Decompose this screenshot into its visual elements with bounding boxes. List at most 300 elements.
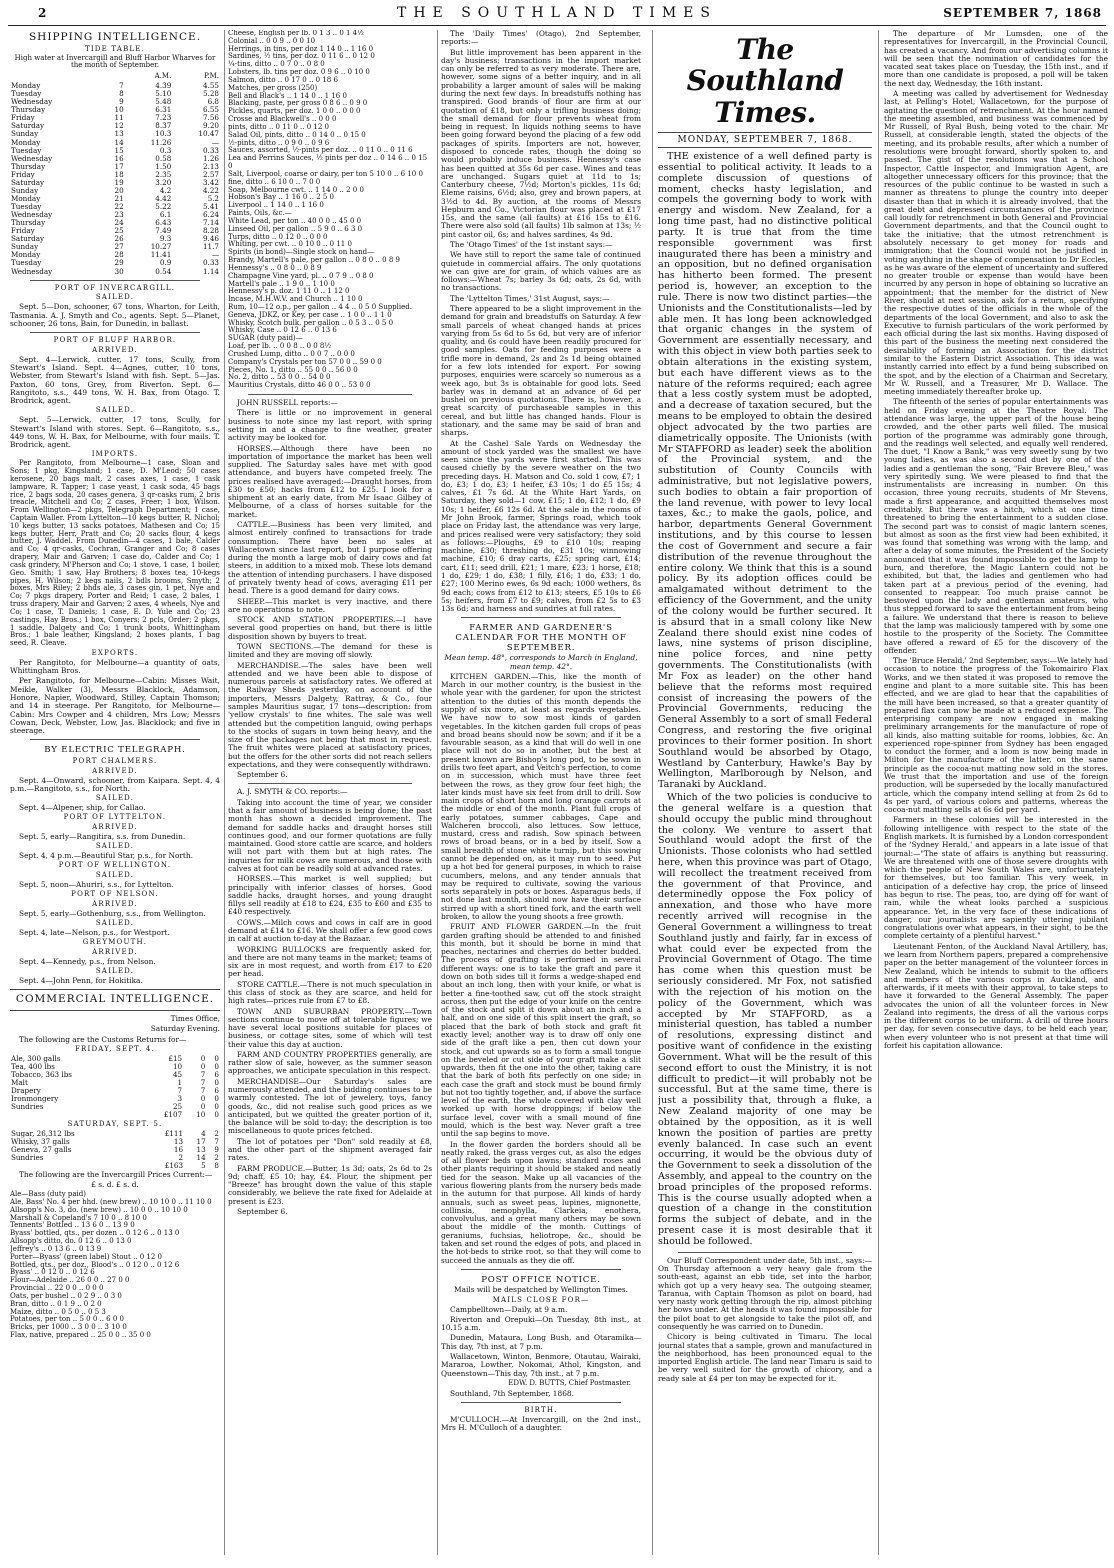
tide-row-cell: 6.43: [155, 218, 172, 228]
tide-row-cell: Friday: [11, 169, 35, 179]
price-line: Byass' .. 0 12 0 .. 0 12 6: [10, 1268, 95, 1277]
customs-row-cell: Drapery: [11, 1086, 41, 1096]
price-line: Oats, per bushel .. 0 2 9 .. 0 3 0: [10, 1291, 122, 1300]
tide-row-cell: 9.3: [159, 234, 172, 244]
customs-row-cell: Geneva, 27 galls: [11, 1145, 72, 1155]
saturday-heading: SATURDAY, SEPT. 5.: [67, 1120, 163, 1129]
farmer-calendar-heading: FARMER AND GARDENER'S CALENDAR FOR THE MONTH OF SEPTEMBER.: [455, 623, 627, 653]
tide-row-cell: 2.35: [155, 169, 172, 179]
price-line: Allsopp's ditto, do. 0 12 6 .. 0 13 0: [10, 1237, 132, 1246]
report-paragraph: MERCHANDISE.—The sales have been well attended and we have been able to dispose of numerous parcels at satisfactory rates. We offered at the Railway Sheds yesterday, on account of the importers, Messrs Dalgety, Rattray, & Co., four samples Mauritius sugar, 17 tons—description: from 'yellow crystals' to fine whites. The sale was well attended but the competition languid, owing perhaps to the stocks of sugars in town being heavy, and the size of the packages not being that most in request. The fruit whites were placed at satisfactory prices, but the offers for the other sorts did not reach sellers expectations, and they were consequently withdrawn.: [228, 660, 432, 769]
column-otago-calendar: [441, 30, 641, 1560]
tide-row-cell: 7: [119, 81, 124, 91]
customs-row-cell: 7: [200, 1086, 206, 1096]
price-line: Tennents' Bottled .. 13 6 0 .. 13 9 0: [10, 1221, 135, 1230]
price-line: Flax, native, prepared .. 25 0 0 .. 35 0 0: [10, 1330, 151, 1339]
price-line: Hennessy's .. 0 8 0 .. 0 8 9: [228, 263, 322, 272]
customs-row-cell: 9: [214, 1145, 219, 1155]
tide-row-cell: —: [211, 137, 219, 147]
tide-row-cell: Friday: [11, 226, 35, 236]
evening-line: Saturday Evening.: [150, 1024, 220, 1034]
customs-row-cell: 4: [201, 1129, 206, 1139]
customs-row-cell: 0: [200, 1053, 206, 1063]
tide-row-cell: 0.3: [159, 145, 172, 155]
tide-row-cell: 10: [114, 105, 124, 115]
price-line: Cheese, English per lb. 0 1 3 .. 0 1 4½: [228, 30, 364, 37]
tide-row-cell: 5.10: [155, 89, 172, 99]
port-movement: Sept. 4—Onward, schooner, from Kaipara. Sept. 4, 4 p.m.—Rangitoto, s.s., for North.: [10, 775, 220, 793]
tide-row-cell: 8.37: [155, 121, 172, 131]
tide-row-cell: 22: [114, 202, 124, 211]
tide-row-cell: 7.49: [155, 226, 172, 236]
customs-intro: The following are the Customs Returns for—: [19, 1034, 187, 1044]
port-status-label: ARRIVED.: [92, 823, 138, 832]
customs-saturday-table: [10, 1130, 220, 1170]
tide-row-cell: 9.46: [202, 234, 219, 244]
customs-row-cell: Tobacco, 363 lbs: [11, 1070, 72, 1079]
port-status-label: SAILED.: [95, 794, 135, 803]
price-line: Hobson's Bay .. 1 16 0 .. 2 5 0: [228, 193, 335, 202]
port-movement: Sept. 4, late—Nelson, p.s., for Westport.: [19, 928, 170, 938]
price-line: Marshall & Copeland's 7 10 0 .. 8 10 0: [10, 1213, 147, 1222]
tide-row-cell: 24: [114, 218, 124, 228]
customs-row-cell: 3: [177, 1094, 183, 1104]
price-line: Salt, Liverpool, coarse or dairy, per ton 5 10 0 .. 6 10 0: [228, 169, 423, 178]
price-line: Pickles, quarts, per doz. 1 0 0 .. 0 0 0: [228, 107, 361, 116]
tide-row-cell: 27: [114, 242, 124, 252]
masthead: The Southland Times.: [686, 33, 844, 129]
tide-row-cell: Friday: [11, 113, 35, 123]
otago-reports: [441, 49, 641, 614]
price-line: Crosse and Blackwell's .. 0 0 0: [228, 115, 337, 124]
customs-row-cell: 7: [200, 1070, 206, 1079]
post-office-text: Mails will be despatched by Wellington Times.: [454, 1285, 628, 1295]
price-line: Whisky, Scotch bulk, per gallon .. 0 5 3 .. 0 5 0: [228, 318, 394, 327]
port-movement: Sept. 5, early—Gothenburg, s.s., from Wellington.: [19, 909, 206, 919]
price-line: Lea and Perrins Sauces, ½ pints per doz .. 0 14 6 .. 0 15 0: [228, 154, 428, 171]
port-movement: Sept. 5, noon—Ahuriri, s.s., for Lyttelton.: [19, 880, 174, 890]
price-line: Bricks, per 1000 .. 3 0 0 .. 3 10 0: [10, 1323, 127, 1332]
market-paragraph: We have still to report the same tale of continued quietude in commercial affairs. The only quotations we can give are for grain, of which values are as follows:—Wheat 7s; barley 3s 6d; oats, 2s 6d, with no transactions.: [441, 250, 641, 293]
tide-row-cell: Wednesday: [11, 97, 53, 107]
customs-row-cell: Ironmongery: [11, 1094, 59, 1104]
post-office-mails: [441, 1306, 641, 1378]
tide-row-cell: 1.26: [202, 153, 219, 163]
tide-row-cell: Wednesday: [11, 153, 53, 163]
customs-total-cell: 8: [214, 1161, 219, 1171]
port-name: GREYMOUTH.: [82, 938, 148, 947]
customs-row-cell: Whisky, 37 galls: [11, 1137, 70, 1147]
customs-row-cell: £111: [164, 1129, 184, 1139]
price-line: No. 2, ditto .. 53 0 0 .. 54 0 0: [228, 373, 331, 382]
price-line: Martell's pale .. 1 9 0 .. 1 10 0: [228, 279, 335, 288]
tide-heading: TIDE TABLE.: [84, 44, 146, 53]
mails-close-label: MAILS CLOSE FOR—: [492, 1295, 590, 1304]
port-status-label: SAILED.: [95, 842, 135, 851]
page-header: [8, 5, 1106, 26]
bluff-correspondent: Our Bluff Correspondent under date, 5th inst., says:—On Thursday afternoon a very heavy gale from the south-east, against an ebb tide, set into the harbor, which got up a very heavy sea. The outgoing steamer, Taranua, with Captain Thomson as pilot on board, had very nasty work getting through the rip, almost pitching her bows under. At the heads it was found impossible for the pilot boat to get alongside to take the pilot off, and consequently he was carried on to Dunedin.: [658, 1255, 872, 1332]
price-line: Liverpool .. 1 14 0 .. 1 16 0: [228, 201, 324, 210]
tide-row-cell: 25: [114, 226, 124, 236]
port-name: PORT OF LYTTELTON.: [63, 813, 167, 822]
tide-row-cell: Monday: [11, 250, 41, 260]
tide-row-cell: 11: [114, 113, 124, 123]
report-paragraph: TOWN AND SUBURBAN PROPERTY.—Town sections continue to move off at tolerable figures; we have several local positions suitable for places of business, or cottage sites, some of which will test their value this day at auction.: [228, 1006, 432, 1049]
port-status-label: SAILED.: [95, 871, 135, 880]
port-movement: Sept. 4—Alpener, ship, for Callao.: [19, 803, 146, 813]
column-rule: [652, 30, 653, 1555]
price-line: Spirits (in bond)—Single stock on hand—: [228, 248, 375, 257]
market-paragraph: There appeared to be a slight improvement in the demand for grain and breadstuffs on Saturday. A few small parcels of wheat changed hands at prices varying from 5s 6d to 5s 6d, but very are of inferior quality, and 6s could have been readily procured for good samples. Oats for feeding purposes were a trifle more in demand, 2s and 2s 1d being obtained for a few lots intended for export. For sowing purposes, enquiries were scarcely so numerous as a week ago, but 3s is obtainable for good lots. Seed barley was in demand at an advance of 6d per bushel on previous quotations. There is, however, a great scarcity of purchaseable samples in this cereal, and but little has changed hands. Flour is stationary, and the same may be said of bran and sharps.: [441, 304, 641, 438]
port-status-label: ARRIVED.: [92, 900, 138, 909]
price-line: Soap, Melbourne cwt. .. 1 14 0 .. 2 0 0: [228, 185, 364, 194]
customs-row-cell: £15: [168, 1053, 183, 1063]
report-paragraph: September 6.: [237, 770, 288, 780]
price-line: Brandy, Martell's pale, per gallon .. 0 8 0 .. 0 8 9: [228, 256, 400, 265]
tide-row-cell: Thursday: [11, 105, 46, 115]
shipping-heading: SHIPPING INTELLIGENCE.: [28, 31, 202, 43]
mail-line: Wallacetown, Winton, Benmore, Otautau, Wairaki, Mararoa, Lowther, Nokomai, Athol, Kingston, and Queenstown—This day, 7th inst., at 7 p.m.: [441, 1351, 641, 1378]
birth-notice: M'CULLOCH.—At Invercargill, on the 2nd inst., Mrs H. M'Culloch of a daughter.: [441, 1414, 641, 1433]
customs-row-cell: 0: [200, 1102, 206, 1112]
port-status-label: SAILED.: [95, 919, 135, 928]
price-line: Linseed Oil, per gallon .. 5 9 0 .. 6 3 0: [228, 224, 363, 233]
market-paragraph: But little improvement has been apparent in the day's business; transactions in the import market can only be referred to as very moderate. There are, however, some signs of a better inquiry, and in all probability a larger amount of sales will be making during the next few days. In breadstuffs nothing has transpired. Good brands of flour are firm at our quotation of £18, but only a trifling business doing; the small demand for flour prevents wheat from being in request. In liquids nothing seems to have been going forward beyond the placing of a few odd packages of spirits. Importers are not, however, disposed to concede rates, though the doing so would probably induce business. Hennessy's case has been quitted at 35s 6d per case. Wines and teas are unchanged. Sugars quiet at 11d to 1s; Canterbury cheese, 7½d; Morton's pickles, 11s 6d; Eleme raisins, 6½d; also, grey and brown papers, at 3½d to 4d. By auction, at the rooms of Messrs Hepburn and Co., Victorian flour was placed at £17 15s, and the same (all faults) at £16 15s to £16. There were also sold (all faults) 1lb salmon at 13s; ½ pint castor oil, 6s; and halves sardines, 4s 9d.: [441, 47, 641, 239]
customs-row-cell: 16: [173, 1145, 184, 1155]
exports-text: Per Rangitoto, for Melbourne—a quantity of oats, Whittingham Bros.: [10, 657, 220, 676]
report-paragraph: CATTLE.—Business has been very limited, and almost entirely confined to transactions for trade consumption. There have been no sales at Wallacetown since last report, but I purpose offering during the month a large mob of dairy cows and fat steers, in addition to a mixed mob. These lots demand the attention of intending purchasers. I have disposed of privately twenty head of cows, averaging £11 per head. There is a good demand for dairy cows.: [228, 520, 432, 596]
price-line: pints, ditto .. 0 11 0 .. 0 12 0: [228, 122, 329, 131]
passengers-text: Per Rangitoto, for Melbourne—Cabin: Misses Wait, Meikle, Walker (3), Messrs Blacklock, Adamson, Honore, Napier, Woodward, Stilley, Captain Thomson; and 14 in steerage. Per Rangitoto, for Melbourne—Cabin: Mrs Cowper and 4 children, Mrs Low; Messrs Cowan, Deck, Webster, Low, Jas. Blacklock; and five in steerage.: [10, 676, 220, 736]
port-movement: Sept. 4, 4 p.m.—Beautiful Star, p.s., for North.: [19, 851, 194, 861]
customs-row-cell: 0: [214, 1078, 219, 1088]
port-name: PORT CHALMERS.: [72, 757, 158, 766]
sailed-label: SAILED.: [95, 406, 135, 415]
news-paragraph: Lieutenant Fenton, of the Auckland Naval Artillery, has, we learn from Northern papers, prepared a comprehensive paper on the better management of the volunteer forces in New Zealand, which he intends to submit to the officers and members of the various corps in Auckland, and afterwards, if it meets with their approval, to take steps to have it forwarded to the General Assembly. The paper advocates the union of all the volunteer forces in New Zealand into regiments, the dress of all the various corps in the different corps to be uniform. A drill of three hours per day, for seven consecutive days, to be held each year, when every volunteer who is not present at that time will forfeit his capitation allowance.: [884, 941, 1108, 1051]
tide-row-cell: 5.2: [207, 193, 219, 203]
customs-row-cell: 0: [200, 1061, 206, 1071]
tide-row-cell: 5.48: [155, 97, 172, 107]
issue-date: SEPTEMBER 7, 1868: [943, 6, 1102, 20]
tide-row-cell: 30: [114, 266, 124, 276]
column-local-news: [884, 30, 1108, 1560]
tide-row-cell: 11.7: [202, 242, 219, 252]
customs-row-cell: Sundries: [11, 1153, 44, 1163]
column-rule: [224, 30, 225, 1555]
port-name: PORT OF NELSON.: [71, 890, 159, 899]
report-paragraph: WORKING BULLOCKS are frequently asked for, and there are not many teams in the market; teams of six are in most request, and worth from £17 to £20 per head.: [228, 944, 432, 979]
report-paragraph: FARM PRODUCE.—Butter, 1s 3d; oats, 2s 6d to 2s 9d; chaff, £5 10; hay, £4. Flour, the shipment per "Breeze" has brought down the value of this staple considerably, we believe the rate fixed for Adelaide at present is £23.: [228, 1163, 432, 1206]
report-paragraph: Taking into account the time of year, we consider that a fair amount of business is being done; the past month has shown a decided improvement. The demand for saddle hacks and draught horses still continues good, and our former quotations are fully maintained. Good store cattle are scarce, and holders will not part with them but at high rates. The inquiries for milk cows are numerous, and those with calves at foot can be readily sold at advanced rates.: [228, 797, 432, 873]
tide-row-cell: 28: [114, 250, 124, 260]
prices-intro: The following are the Invercargill Prices Current:—: [19, 1169, 213, 1179]
price-line: Ale—Bass (duty paid): [10, 1190, 86, 1199]
tide-row-cell: 20: [114, 185, 124, 195]
price-line: Incase, M.H.W.V. and Church .. 1 10 0: [228, 295, 363, 304]
tide-row-cell: 10.3: [155, 129, 172, 139]
customs-row-cell: 7: [200, 1078, 206, 1088]
calendar-paragraph: In the flower garden the borders should all be neatly raked, the grass verges cut, as also the edges of all flower beds upon lawns; standard roses and other plants requiring it should be staked and neatly tied for the season. Make up all vacancies of the various flowering plants from the nursery beds made in the autumn for that purpose. All kinds of hardy annuals, such as sweet peas, lupines, mignonette, collinsia, nemophylla, Clarkeia, enothera, convolvulus, and a great many others may be sown about the middle of the month. Cuttings of geraniums, fuchsias, heliotrope, &c., should be taken and set round the edges of pots, and placed in the hot-beds to strike root, so that they will come to succeed the annuals as they die off.: [441, 1139, 641, 1265]
column-rule: [437, 30, 438, 1555]
exports-heading: EXPORTS.: [91, 649, 139, 658]
price-line: ½-pints, ditto .. 0 9 0 .. 0 9 6: [228, 138, 330, 147]
tide-row-cell: 13: [114, 129, 124, 139]
tide-row-cell: 5.22: [155, 202, 172, 211]
farmer-temperature: Mean temp. 48°, corresponds to March in England, mean temp. 42°.: [444, 653, 638, 671]
tide-row-cell: 8.28: [202, 226, 219, 236]
tide-row-cell: Thursday: [11, 218, 46, 228]
tide-row-cell: Sunday: [11, 129, 39, 139]
tide-row-cell: Monday: [11, 81, 41, 91]
farmer-calendar: [441, 673, 641, 1265]
price-line: Mauritius Crystals, ditto 46 0 0 .. 53 0 0: [228, 381, 371, 390]
price-line: Crushed Lump, ditto .. 0 0 7 .. 0 0 0: [228, 349, 355, 358]
imports-text: Per Rangitoto, from Melbourne—1 case, Sloan and Sons; 1 pkg, Kingsland; 1 case, D. M'Leod; 50 cases kerosene, 20 bags malt, 2 cases axes, 1 case, 1 cask lampware, R. Tapper; 1 case yeast, 1 cask soda, 45 bags rice, 2 bags soda, 20 cases genera, 3 qr-casks rum, 2 bris treacle, Mitchell and Co; 2 cases, Freer; 1 box, Wilson. From Wellington—2 pkgs, Telegraph Department; 1 case, Captain Waller. From Lyttelton—10 kegs butter, R. Nichol; 10 kegs butter, 13 sacks potatoes, Mathesen and Co; 15 kegs butter, Herr, Pratt and Co; 20 sacks flour, 4 kegs butter, J. Waddel. From Dunedin—4 cases, 1 bale, Calder and Co; 4 qr-casks, Cochran, Granger and Co; 8 cases drapery, Mair and Garven; 1 case do, Calder and Co; 1 cask grindery, M'Pherson and Co; 1 stove, 1 case, 1 boiler, Geo. Smith; 1 saw, Hay Brothers; 8 boxes tea, 10-kegs pipes, H. Wilson; 2 kegs nails, 2 bdls brooms, Smyth; 2 boxes, Mrs Riley; 2 bhds ale, 3 cases gin, 1 pet, Nye and Co; 7 pkgs drapery, Porter and Reid; 1 case, 2 bales, 1 truss drapery, Mair and Garven; 2 axes, 4 wheels, Nye and Co; 1 case, T. Daniels; 1 case, E. D. Yule and Co; 23 castings, Hay Bros.; 1 box, Conyers; 2 pcls, Order; 2 pkgs, 1 saddle, Dalgety and Co; 1 trunk boots, Whittingham Bros.; 1 bale leather, Kingsland; 2 boxes plants, 1 bag seed, R. Cleave.: [10, 459, 220, 648]
price-line: Whisky, Case .. 0 12 6 .. 0 13 6: [228, 326, 337, 335]
tide-row-cell: Monday: [11, 193, 41, 203]
report-paragraph: HORSES.—This market is well supplied; but principally with inferior classes of horses. Good saddle hacks, draught horses, and young draught fillys sell readily at £18 to £24, £35 to £60 and £35 to £40 respectively.: [228, 874, 432, 917]
price-line: Bell and Black's .. 1 14 0 .. 1 16 0: [228, 91, 347, 100]
telegraph-heading: BY ELECTRIC TELEGRAPH.: [44, 745, 186, 756]
price-line: Whiting, per cwt. .. 0 10 0 .. 0 11 0: [228, 240, 352, 249]
sailed-label: SAILED.: [95, 293, 135, 302]
column-rule: [878, 30, 879, 1555]
tide-row-cell: Tuesday: [11, 89, 42, 99]
editorial-dateline: MONDAY, SEPTEMBER 7, 1868.: [658, 132, 872, 148]
tide-row-cell: 6.55: [202, 105, 219, 115]
tide-row-cell: Wednesday: [11, 266, 53, 276]
price-line: ¼-tins, ditto .. 0 7 0 .. 0 8 0: [228, 60, 325, 69]
prices-current-continued: [228, 30, 432, 390]
port-movement: Sept. 5, early—Rangitira, s.s. from Dunedin.: [19, 832, 186, 842]
customs-total-cell: £107: [163, 1110, 183, 1120]
market-paragraph: The 'Lyttelton Times,' 31st August, says:—: [450, 293, 610, 303]
tide-row-cell: Saturday: [11, 234, 45, 244]
price-line: Sardines, ½ tins, per doz. 0 11 6 .. 0 12 0: [228, 52, 375, 61]
office-line: Times Office,: [170, 1014, 220, 1024]
tide-row-cell: Monday: [11, 137, 41, 147]
port-invercargill-heading: PORT OF INVERCARGILL.: [54, 283, 176, 292]
price-line: Geneva, JDKZ, or Key, per case .. 1 0 0 .. 1 1 0: [228, 310, 392, 319]
tide-row-cell: 4.39: [155, 81, 172, 91]
news-paragraph: The departure of Mr Lumsden, one of the representatives for Invercargill, in the Provincial Council, has created a vacancy. And from our advertising columns it will be seen that the nomination of candidates for the vacated seat takes place on Tuesday, the 15th inst., and if more than one candidate is proposed, a poll will be taken the next day, Wednesday, the 16th instant.: [884, 30, 1108, 88]
local-news-items: [884, 30, 1108, 1050]
customs-row-cell: 13: [173, 1137, 184, 1147]
customs-row-cell: 6: [214, 1086, 219, 1096]
tide-row-cell: 6.31: [155, 105, 172, 115]
tide-row-cell: 0.54: [155, 266, 172, 276]
tide-col-pm: P.M.: [204, 72, 219, 81]
tide-row-cell: 16: [114, 153, 124, 163]
port-movement: Sept. 4—Kennedy, p.s., from Nelson.: [19, 957, 156, 967]
price-columns-heading: £ s. d. £ s. d.: [91, 1179, 139, 1189]
tide-row-cell: 2.13: [202, 161, 219, 171]
price-line: Loaf, per lb. .. 0 0 8 .. 0 0 8½: [228, 342, 332, 351]
tide-row-cell: 8: [119, 89, 124, 99]
tide-row: [10, 82, 220, 90]
tide-row-cell: 5.28: [202, 89, 219, 99]
telegraph-ports: [10, 758, 220, 985]
tide-row-cell: 0.58: [155, 153, 172, 163]
report-paragraph: SHEEP.—This market is very inactive, and there are no operations to note.: [228, 596, 432, 614]
price-line: Hennessy's p. doz. 1 11 0 .. 1 12 0: [228, 287, 350, 296]
price-line: Ale, Bass' No. 4 per hhd. (new brew) .. 10 10 0 .. 11 10 0: [10, 1197, 212, 1206]
customs-row-cell: 13: [196, 1145, 206, 1155]
port-name: PORT OF WELLINGTON.: [58, 861, 172, 870]
postmaster-signature: EDW. D. BUTTS, Chief Postmaster.: [508, 1378, 631, 1387]
otago-intro: The 'Daily Times' (Otago), 2nd September, reports:—: [441, 30, 641, 47]
report-paragraph: STORE CATTLE.—There is not much speculation in this class of stock as they are scarce, and held for high rates—prices rule from £7 to £8.: [228, 979, 432, 1006]
price-line: Herrings, in tins, per doz 1 14 0 .. 1 16 0: [228, 44, 374, 53]
customs-row-cell: Ale, 300 galls: [11, 1053, 61, 1063]
customs-row-cell: Sugar, 26,312 lbs: [11, 1129, 75, 1139]
tide-row-cell: 2.57: [202, 169, 219, 179]
tide-row-cell: 1.50: [155, 161, 172, 171]
customs-row-cell: 7: [214, 1137, 219, 1147]
price-line: Jeffrey's .. 0 13 6 .. 0 13 9: [10, 1244, 102, 1253]
price-line: Bran, ditto .. 0 1 9 .. 0 2 0: [10, 1299, 102, 1308]
prices-current: [10, 1181, 220, 1340]
tide-row-cell: Tuesday: [11, 258, 42, 268]
post-office-date: Southland, 7th September, 1868.: [450, 1388, 574, 1398]
price-line: Allsopp's No. 3, do. (new brew) .. 10 0 0 .. 10 10 0: [10, 1205, 188, 1214]
column-shipping: [10, 30, 220, 1560]
port-bluff-arrivals: Sept. 4—Lerwick, cutter, 17 tons, Scully, from Stewart's Island. Sept. 4—Agnes, cutter, 10 tons, Webster, from Stewart's Island with fish. Sept. 5—Jas. Paxton, 60 tons, Grey, from Riverton. Sept. 6—Rangitoto, s.s., 449 tons, W. H. Bax, from Otago. T. Brodrick, agent.: [10, 354, 220, 406]
russell-report: [228, 409, 432, 779]
editorial-text: [658, 152, 872, 1248]
tide-row-cell: 11.26: [150, 137, 172, 147]
customs-row-cell: 6: [214, 1070, 219, 1079]
column-editorial: [658, 30, 872, 1560]
price-line: Porter—Byass' (green label) Stout .. 0 12 0: [10, 1252, 163, 1261]
customs-row: [10, 1071, 220, 1079]
price-line: Potatoes, per ton .. 5 0 0 .. 6 0 0: [10, 1315, 124, 1324]
tide-row-cell: 9: [119, 97, 124, 107]
customs-total-cell: 5: [201, 1161, 206, 1171]
report-paragraph: HORSES.—Although there have been no importation of importance the market has been well supplied. The Saturday sales have met with good attendance, and buyers have competed freely. The prices realised have averaged:—Draught horses, from £30 to £50; hacks from £12 to £25. I look for a shipment at an early date, from Mr Isaac Gilbey of Melbourne, of a class of horses suitable for the market.: [228, 443, 432, 519]
price-line: Turps, ditto .. 0 12 0 .. 0 0 0: [228, 232, 328, 241]
tide-row-cell: 7.14: [202, 218, 219, 228]
price-line: Rum, 10—12 o.p., per gallon .. 4 4 .. 0 5 0 Supplied.: [228, 302, 412, 311]
port-status-label: ARRIVED.: [92, 948, 138, 957]
tide-row-cell: 7.56: [202, 113, 219, 123]
price-line: Pieces, No. 1, ditto .. 55 0 0 .. 56 0 0: [228, 365, 358, 374]
port-status-label: ARRIVED.: [92, 766, 138, 775]
imports-heading: IMPORTS.: [91, 450, 139, 459]
tide-col-am: A.M.: [154, 72, 172, 81]
friday-heading: FRIDAY, SEPT. 4.: [74, 1045, 156, 1054]
tide-row-cell: 26: [114, 234, 124, 244]
tide-row-cell: 10.27: [150, 242, 172, 252]
price-line: White Lead, per ton .. 40 0 0 .. 45 0 0: [228, 216, 362, 225]
customs-row: [10, 1103, 220, 1111]
customs-row-cell: 0: [214, 1102, 219, 1112]
smyth-heading: A. J. SMYTH & CO. reports:—: [237, 787, 348, 797]
tide-row-cell: 4.2: [159, 185, 172, 195]
customs-row-cell: Tea, 400 lbs: [11, 1061, 55, 1071]
column-markets: [228, 30, 432, 1560]
tide-row-cell: 6.1: [159, 210, 172, 220]
commercial-heading: COMMERCIAL INTELLIGENCE.: [15, 993, 215, 1006]
paper-title: THE SOUTHLAND TIMES: [397, 5, 717, 21]
report-paragraph: The lot of potatoes per "Don" sold readily at £8, and the other part of the shipment averaged fair rates.: [228, 1136, 432, 1163]
tide-row-cell: 14: [114, 137, 124, 147]
port-invercargill-text: Sept. 5—Don, schooner, 67 tons, Wharton, for Leith, Tasmania. A. J. Smyth and Co., agents. Sept. 5—Planet, schooner, 26 tons, Bain, for Dunedin, in ballast.: [10, 302, 220, 328]
customs-row-cell: 0: [214, 1053, 219, 1063]
news-paragraph: A meeting was called by advertisement for Wednesday last, at Pelling's Hotel, Wallacetown, for the purpose of agitating the question of retrenchment. At the hour named the meeting assembled, and business was commenced by Mr Russell, of Ryal Bush, being voted to the chair. Mr Russell, at considerable length, stated the objects of the meeting, and its probable results, after which a number of resolutions were brought forward, shortly spoken to, and passed. The gist of the resolutions was that a School Inspector, Cattle Inspector, and Immigration Agent, are altogether unnecessary officers for this province; that the resources of the public continue to be wasted in such a manner as threatens to plunge the country into deeper disaster than that in which it is already involved, that the great debt and depressed circumstances of the province call loudly for retrenchment in both General and Provincial Government departments, and that the Council ought to take the initiative; that the utmost retrenchment is absolutely necessary to get money for roads and immigration; that the Council would not be justified in voting anything in the shape of compensation to Dr Eccles, as he was aware of the element of uncertainty and suffered no greater trouble or expense than would have been incurred by any person in hope of obtaining so lucrative an appointment; that the member for the district of New River, should at next session, ask for a return, specifying the respective duties of the officials in the whole of the departments of the local Government, and also to ask the Executive to furnish particulars of the work performed by each official during the last six months. Having disposed of this part of the business the meeting next considered the desirability of forming an Association for the district similar to the Eastern District Association. This idea was instantly carried into effect by a fund being subscribed on the spot, and by the election of a Chairman and Secretary, Mr W. Russell, and a Treasurer, Mr D. Wallace. The meeting immediately thereafter broke up.: [884, 88, 1108, 397]
tide-row-cell: 9.20: [202, 121, 219, 131]
tide-row-cell: 0.9: [159, 258, 172, 268]
customs-row-cell: 14: [196, 1153, 206, 1163]
tide-row-cell: 18: [114, 169, 124, 179]
report-paragraph: FARM AND COUNTRY PROPERTIES generally, are rather slow of sale, however, as the summer season approaches, we anticipate speculation in this respect.: [228, 1049, 432, 1076]
market-paragraph: The 'Otago Times' of the 1st instant says:—: [450, 240, 613, 250]
tide-row-cell: 21: [114, 193, 124, 203]
tide-row-cell: 4.22: [202, 185, 219, 195]
post-office-heading: POST OFFICE NOTICE.: [481, 1274, 601, 1285]
price-line: Colonial .. 0 0 9 .. 0 0 10: [228, 36, 316, 45]
tide-row-cell: 5.41: [202, 202, 219, 211]
tide-row-cell: 17: [114, 161, 124, 171]
price-line: Provincial .. 22 0 0 .. 0 0 0: [10, 1284, 104, 1293]
editorial-paragraph: THE existence of a well defined party is essential to political activity. It leads to a complete discussion of questions of moment, checks hasty legislation, and compels the governing body to work with energy and wisdom. New Zealand, for a long time past, had no distinctive political party. It is true that from the time responsible government was first inaugurated there has been a ministry and an opposition, but no defined organisation has hitherto been formed. The present period is, however, an exception to the rule. There is now two distinct parties—the Unionists and the Constitutionalists—led by able men. It has long been acknowledged that organic changes in the system of Government are essentially necessary, and with this object in view both parties seek to obtain alterations in the existing system, but each have different views as to the nature of the reforms required; each agree that a less costly system must be adopted, and a decrease of taxation secured, but the means to be employed to obtain the desired object advocated by the two parties are diametrically opposite. The Unionists (with Mr STAFFORD as leader) seek the abolition of the Provincial system, and the substitution of County Councils with administrative, but not legislative powers, such bodies to obtain a fair proportion of the land revenue, with power to levy local taxes, &c.; to make the gaols, police, and harbor, departments General Government institutions, and by this course to lessen the cost of Government and secure a fair distribution of the revenue throughout the entire colony. We think that this is a sound policy. By its adoption offices could be amalgamated without detriment to the efficiency of the Government, and the unity of the colony would be further secured. It is absurd that in a small colony like New Zealand there should exist nine codes of laws, nine systems of prison discipline, nine police forces, and nine petty governments. The Constitutionalists (with Mr Fox as leader) on the other hand believe that the reforms most required consist of increasing the powers of the Provincial Governments, reducing the General Assembly to a sort of small Federal Congress, and restoring the five original provinces to their former position. In short Southland would be absorbed by Otago, Westland by Canterbury, Hawke's Bay by Wellington, Marlborough by Nelson, and Taranaki by Auckland.: [658, 151, 872, 791]
arrived-label: ARRIVED.: [92, 345, 138, 354]
customs-total-cell: £163: [164, 1161, 184, 1171]
page-number: 2: [38, 6, 47, 20]
customs-row-cell: 0: [214, 1061, 219, 1071]
russell-heading: JOHN RUSSELL reports:—: [237, 398, 338, 408]
tide-row-cell: 15: [114, 145, 124, 155]
price-line: SUGAR (duty paid)—: [228, 334, 303, 343]
customs-row-cell: 2: [178, 1153, 184, 1163]
customs-row-cell: 1: [177, 1078, 183, 1088]
editorial-paragraph: Which of the two policies is conducive to the general welfare is a question that should occupy the public mind throughout the colony. We venture to assert that Southland would adopt the first of the Unionists. Those colonists who had settled here, when this province was part of Otago, will recollect the treatment received from the government of that Province, and determinedly oppose the Fox policy of annexation, and those who have more recently arrived will recognise in the General Government a willingness to treat Southland justly and fairly, far in excess of what could ever be expected from the Provincial Government of Otago. The time has come when this question must be seriously considered. Mr Fox, not satisfied with the rejection of his motion on the policy of the Government, which was accepted by Mr STAFFORD, as a ministerial question, has tabled a number of resolutions, expressing distinct and positive want of confidence in the existing Government. What will be the result of this second effort to oust the Ministry, it is not difficult to predict—it will probably not be successful. But at the same time, there is just a possibility that, through a fluke, a New Zealand majority of one may be obtained by the opposition, as it is well known the position of parties are pretty evenly balanced. In case such an event occurring, it would be the obvious duty of the Government to seek a dissolution of the Assembly, and appeal to the country on the broad principles of the proposed reforms. This is the course usually adopted when a question of a change in the constitution forms the subject of debate, and in the present case it is most desirable that it should be followed.: [658, 792, 872, 1247]
customs-total-cell: 0: [214, 1110, 219, 1120]
tide-row-cell: 23: [114, 210, 124, 220]
calendar-paragraph: KITCHEN GARDEN.—This, like the month of March in our mother country, is the busiest in the whole year with the gardener, for upon the strictest attention to the duties of this month depends the supply of six more, at least as regards vegetables. We have now to sow most kinds of garden vegetables. In the kitchen garden full crops of peas and broad beans should now be sown; and if it be a favourable season, as a kind that will do well in one place will not do so in another, but the best at present known are Bishop's long pod, to be sown in drills two feet apart, and Veitch's perfection, to come on in succession, which must have three feet between the rows, as they grow four feet high; the later kinds must have six feet from drill to drill. Sow main crops of short horn and long orange carrots at the middle or end of the month. Plant full crops of early potatoes, summer cabbages, Cape and Walcheren broccoli, also lettuces. Sow lettuce, mustard, cress and radish. Sow spinach between rows of broad beans, or in a bed by itself. Sow a small breadth of stone white turnip, but this sowing cannot be depended on, as it may run to seed. Put up a hot bed for general purposes, in which to raise cucumbers, melons, and any tender annuals that may be required to cultivate, sowing the various sorts separately in pots or boxes. Asparagus beds, if not done last month, should now have their surface stirred up with a short tined fork, and the earth well broken, to allow the young shoots a free growth.: [441, 671, 641, 921]
price-line: Maize, ditto .. 0 5 0 .. 0 5 3: [10, 1307, 106, 1316]
customs-row-cell: 0: [200, 1094, 206, 1104]
tide-row-cell: 4.55: [202, 81, 219, 91]
tide-row-cell: 4.42: [155, 193, 172, 203]
market-paragraph: At the Cashel Sale Yards on Wednesday the amount of stock yarded was the smallest we have seen since the yards were first started. This was caused chiefly by the severe weather on the two preceding days. H. Matson and Co. sold 1 cow, £7; 1 do, £3; 1 do, £3; 1 heifer, £3 10s; 1 do £5 15s; 4 calves, £1 7s 6d. At the White Hart Yards, on Saturday, they sold—1 cow, £15; 1 do, £12; 1 do, £9 10s; 1 heifer, £6 12s 6d. At the sale in the rooms of Mr John Brook, farmer, Springs road, which took place on Friday last, the attendance was very large, and prices realised were very satisfactory; they sold as follows:—Ploughs, £9 to £10 10s; reaping machine, £30; threshing do, £31 10s; winnowing machine, £10; 6 dray carts, £25; spring cart, £14; cart, £11; seed drill, £21; 1 mare, £23; 1 horse, £18; 1 do, £29; 1 do, £38; 1 filly, £16; 1 do, £33; 1 do, £27; 100 Merino ewes, 6s 9d each; 1000 wethers, 8s 9d each; cows from £12 to £13; steers, £5 10s to £6 5s; heifers, from £7 to £9; calves, from £2 5s to £3 13s 6d; and harness and sundries at full rates.: [441, 438, 641, 614]
tide-row-cell: Thursday: [11, 161, 46, 171]
report-paragraph: STOCK AND STATION PROPERTIES.—I have several good properties on hand, but there is little disposition shown by buyers to treat.: [228, 615, 432, 641]
port-bluff-heading: PORT OF BLUFF HARBOR.: [53, 336, 177, 345]
chicory-item: Chicory is being cultivated in Timaru. The local journal states that a sample, grown and manufactured in the neighborhood, has been pronounced equal to the imported English article. The land near Timaru is said to be very well suited for the growth of chicory, and a ready sale at £4 per ton may be expected for it.: [658, 1332, 872, 1383]
price-line: Byass' bottled, qts., per dozen .. 0 12 6 .. 0 13 0: [10, 1229, 180, 1238]
tide-row-cell: Saturday: [11, 121, 45, 131]
tide-intro: High water at Invercargill and Bluff Harbor Wharves for the month of September.: [14, 53, 216, 70]
tide-row-cell: Wednesday: [11, 210, 53, 220]
customs-total-row: [10, 1111, 220, 1119]
tide-row-cell: Tuesday: [11, 202, 42, 211]
price-line: Bottled, qts., per doz., Blood's .. 0 12 0 .. 0 12 6: [10, 1260, 180, 1269]
customs-row-cell: 0: [214, 1094, 219, 1104]
report-paragraph: TOWN SECTIONS.—The demand for these is limited and they are moving off slowly.: [228, 641, 432, 660]
customs-total-cell: 10: [196, 1110, 206, 1120]
tide-row-cell: Sunday: [11, 242, 39, 252]
price-line: Salmon, ditto .. 0 17 0 .. 0 18 6: [228, 75, 338, 84]
port-status-label: SAILED.: [95, 967, 135, 976]
tide-row-cell: 7.23: [155, 113, 172, 123]
tide-row-cell: 29: [114, 258, 124, 268]
price-line: Paints, Oils, &c.—: [228, 209, 292, 218]
price-line: Sauces, assorted, ½-pints per doz. .. 0 11 0 .. 0 11 6: [228, 146, 413, 155]
news-paragraph: The fifteenth of the series of popular entertainments was held on Friday evening at the Theatre Royal. The attendance was large, the upper part of the house being crowded, and the other parts well filled. The musical portion of the programme was admirably gone through, and the readings well selected, and equally well rendered. The duet, "I Know a Bank," was very sweetly sung by two young ladies, as was also a second duet by one of the ladies and a gentleman the song, "Fair Brevere Bleu," was very spiritedly sung. We were pleased to find that the instrumentalists are increasing in number. On this occasion, three young recruits, students of Mr Stevens, made a first appearance, and acquitted themselves most creditably. But there was a hitch, which at one time threatened to bring the entertainment to a sudden close. The second part was to consist of magic lantern scenes, but almost as soon as the first view had been exhibited, it was found that something was wrong with the lamp, and after a delay of some minutes, the President of the Society announced that it was found impossible to get the lamp to burn, and therefore, the Magic Lantern could not be exhibited, but that, the ladies and gentlemen who had taken part at a previous period of the evening, had consented to reappear. Too much praise cannot be bestowed upon the lady and gentleman amateurs, who thus stepped forward to save the entertainment from being a failure. We understand that there is reason to believe that the lamp was maliciously tampered with by some one hostile to the prosperity of the Society. The Committee have offered a reward of £5 for the discovery of the offender.: [884, 397, 1108, 655]
customs-row-cell: 10: [172, 1061, 183, 1071]
news-paragraph: The 'Bruce Herald,' 2nd September, says:—We lately had occasion to notice the progress of the Tokomairiro Flax Works, and we then stated it was proposed to remove the engine and plant to a more suitable site. This has been effected, and we are glad to hear that the capabilities of the mill have been increased, so that a greater quantity of prepared flax can now be made at a reduced expense. The enterprising company are now engaged in making preliminary arrangements for the manufacture of rope of all kinds, also matting suitable for rooms, lobbies, &c. An experienced rope-spinner from Sydney has been engaged to conduct the former, and a loom is now being made in Milton for the manufacture of the latter, on the same principle as the cocoa-nut matting now sold in the stores. We trust that the importation and use of the foreign production, will be superseded by the locally manufactured article, which the company intend selling at from 2s 6d to 4s per yard, of various colors and patterns, whereas the cocoa-nut matting sells at 6s 6d per yard.: [884, 656, 1108, 815]
